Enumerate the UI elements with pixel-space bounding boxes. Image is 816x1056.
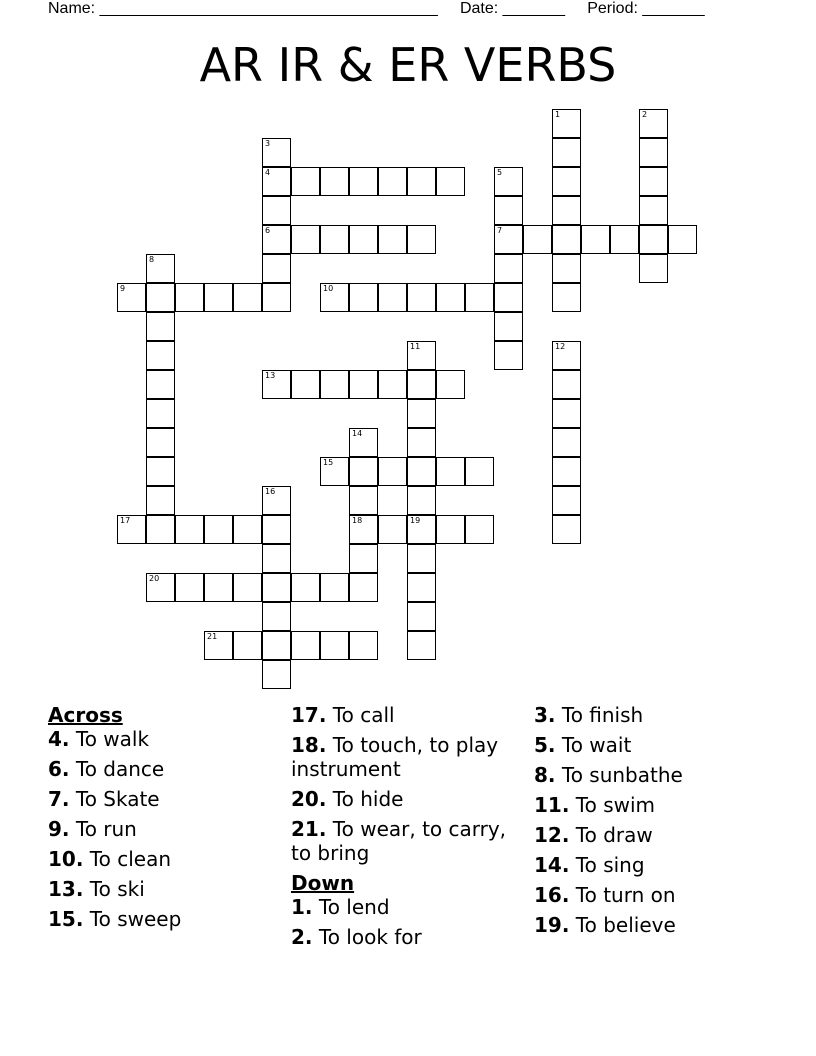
cell-number: 14 [352,429,363,438]
grid-cell[interactable] [378,370,407,399]
clue-item [48,757,288,781]
grid-cell[interactable] [262,254,291,283]
clue-number: 8. [534,763,556,787]
grid-cell[interactable] [639,254,668,283]
cell-number: 4 [265,168,271,177]
clue-text: To draw [575,823,653,847]
cell-number: 2 [642,110,648,119]
grid-cell[interactable] [552,283,581,312]
grid-cell[interactable] [378,167,407,196]
clue-text: To believe [575,913,676,937]
clue-number: 1. [291,895,313,919]
clue-number: 2. [291,925,313,949]
clue-item [291,925,531,949]
clue-item [291,817,531,865]
grid-cell[interactable] [407,515,436,544]
cell-number: 17 [120,516,131,525]
grid-cell[interactable] [552,225,581,254]
grid-cell[interactable] [465,283,494,312]
clue-number: 7. [48,787,70,811]
grid-cell[interactable] [407,428,436,457]
clue-text: To sing [575,853,645,877]
grid-cell[interactable] [407,167,436,196]
down-heading: Down [291,871,355,895]
grid-cell[interactable] [175,515,204,544]
grid-cell[interactable] [610,225,639,254]
grid-cell[interactable] [349,573,378,602]
clue-text: To lend [318,895,390,919]
grid-cell[interactable] [494,341,523,370]
cell-number: 5 [497,168,503,177]
clue-text: To sunbathe [561,763,683,787]
grid-cell[interactable] [407,399,436,428]
page-title: AR IR & ER VERBS [199,38,617,92]
clue-item [48,877,288,901]
grid-cell[interactable] [523,225,552,254]
grid-cell[interactable] [349,428,378,457]
clue-item [534,793,774,817]
grid-cell[interactable] [291,370,320,399]
clue-item [534,763,774,787]
grid-cell[interactable] [146,341,175,370]
grid-cell[interactable] [262,660,291,689]
clue-text: To call [332,703,395,727]
grid-cell[interactable] [552,109,581,138]
grid-cell[interactable] [146,573,175,602]
grid-cell[interactable] [407,457,436,486]
cell-number: 15 [323,458,334,467]
clue-text: To dance [75,757,165,781]
clue-number: 6. [48,757,70,781]
grid-cell[interactable] [262,196,291,225]
grid-cell[interactable] [552,399,581,428]
grid-cell[interactable] [407,370,436,399]
clue-item [291,787,531,811]
clue-number: 17. [291,703,327,727]
grid-cell[interactable] [494,196,523,225]
grid-cell[interactable] [349,486,378,515]
grid-cell[interactable] [494,225,523,254]
grid-cell[interactable] [552,457,581,486]
cell-number: 16 [265,487,276,496]
clue-item [534,853,774,877]
clue-text: To ski [89,877,145,901]
period-blank[interactable]: _______ [642,0,705,17]
grid-cell[interactable] [146,515,175,544]
cell-number: 1 [555,110,561,119]
clue-text: To touch, to play instrument [291,733,499,781]
grid-cell[interactable] [146,486,175,515]
grid-cell[interactable] [552,515,581,544]
grid-cell[interactable] [349,370,378,399]
cell-number: 21 [207,632,218,641]
name-blank[interactable]: ______________________________________ [99,0,438,17]
grid-cell[interactable] [639,167,668,196]
cell-number: 6 [265,226,271,235]
clue-item [48,727,288,751]
grid-cell[interactable] [407,602,436,631]
grid-cell[interactable] [117,515,146,544]
grid-cell[interactable] [291,167,320,196]
cell-number: 18 [352,516,363,525]
grid-cell[interactable] [349,457,378,486]
grid-cell[interactable] [262,515,291,544]
grid-cell[interactable] [407,486,436,515]
grid-cell[interactable] [552,254,581,283]
grid-cell[interactable] [320,457,349,486]
clue-number: 14. [534,853,570,877]
grid-cell[interactable] [204,515,233,544]
grid-cell[interactable] [465,515,494,544]
grid-cell[interactable] [378,457,407,486]
grid-cell[interactable] [349,544,378,573]
clue-number: 13. [48,877,84,901]
grid-cell[interactable] [262,370,291,399]
clue-item [48,817,288,841]
grid-cell[interactable] [494,312,523,341]
grid-cell[interactable] [262,602,291,631]
grid-cell[interactable] [204,573,233,602]
grid-cell[interactable] [320,167,349,196]
clue-number: 12. [534,823,570,847]
clues-column-2 [291,703,531,955]
clue-number: 15. [48,907,84,931]
grid-cell[interactable] [291,225,320,254]
grid-cell[interactable] [291,631,320,660]
grid-cell[interactable] [146,312,175,341]
clue-item [534,883,774,907]
cell-number: 7 [497,226,503,235]
grid-cell[interactable] [436,167,465,196]
clue-item [534,823,774,847]
grid-cell[interactable] [494,167,523,196]
clue-number: 3. [534,703,556,727]
grid-cell[interactable] [494,254,523,283]
grid-cell[interactable] [233,631,262,660]
grid-cell[interactable] [436,283,465,312]
clue-number: 10. [48,847,84,871]
grid-cell[interactable] [378,283,407,312]
grid-cell[interactable] [407,341,436,370]
clue-number: 9. [48,817,70,841]
clue-number: 4. [48,727,70,751]
grid-cell[interactable] [291,573,320,602]
grid-cell[interactable] [552,486,581,515]
grid-cell[interactable] [349,283,378,312]
name-label: Name: [48,0,96,17]
grid-cell[interactable] [639,225,668,254]
grid-cell[interactable] [262,486,291,515]
cell-number: 9 [120,284,126,293]
grid-cell[interactable] [175,573,204,602]
clue-number: 21. [291,817,327,841]
cell-number: 19 [410,516,421,525]
grid-cell[interactable] [320,283,349,312]
grid-cell[interactable] [204,631,233,660]
clue-text: To swim [575,793,656,817]
grid-cell[interactable] [494,283,523,312]
grid-cell[interactable] [262,573,291,602]
grid-cell[interactable] [552,341,581,370]
grid-cell[interactable] [349,515,378,544]
clue-item [291,895,531,919]
grid-cell[interactable] [436,457,465,486]
grid-cell[interactable] [581,225,610,254]
clue-text: To finish [561,703,644,727]
grid-cell[interactable] [668,225,697,254]
clue-text: To turn on [575,883,676,907]
grid-cell[interactable] [262,544,291,573]
grid-cell[interactable] [117,283,146,312]
grid-cell[interactable] [320,573,349,602]
clue-text: To run [75,817,137,841]
clue-text: To clean [89,847,171,871]
grid-cell[interactable] [407,631,436,660]
date-label: Date: [459,0,499,17]
grid-cell[interactable] [407,225,436,254]
grid-cell[interactable] [407,573,436,602]
clue-number: 19. [534,913,570,937]
grid-cell[interactable] [552,428,581,457]
clue-text: To sweep [89,907,182,931]
grid-cell[interactable] [320,370,349,399]
grid-cell[interactable] [262,167,291,196]
clue-number: 20. [291,787,327,811]
across-heading: Across [48,703,123,727]
clue-number: 18. [291,733,327,757]
clue-item [48,847,288,871]
clue-item [534,913,774,937]
clue-text: To look for [318,925,422,949]
clue-item [291,733,531,781]
grid-cell[interactable] [146,283,175,312]
grid-cell[interactable] [552,370,581,399]
clue-text: To walk [75,727,150,751]
grid-cell[interactable] [233,573,262,602]
grid-cell[interactable] [262,138,291,167]
grid-cell[interactable] [552,138,581,167]
grid-cell[interactable] [262,631,291,660]
cell-number: 10 [323,284,334,293]
grid-cell[interactable] [407,283,436,312]
cell-number: 13 [265,371,276,380]
grid-cell[interactable] [436,515,465,544]
grid-cell[interactable] [465,457,494,486]
cell-number: 20 [149,574,160,583]
clue-item [534,703,774,727]
grid-cell[interactable] [436,370,465,399]
grid-cell[interactable] [639,196,668,225]
period-label: Period: [587,0,638,17]
grid-cell[interactable] [262,283,291,312]
clue-text: To wear, to carry, to bring [291,817,507,865]
clues-column-3 [534,703,774,943]
grid-cell[interactable] [146,370,175,399]
cell-number: 8 [149,255,155,264]
clue-number: 5. [534,733,556,757]
clue-text: To hide [332,787,404,811]
clue-item [48,787,288,811]
clue-item [534,733,774,757]
date-blank[interactable]: _______ [502,0,565,17]
grid-cell[interactable] [552,196,581,225]
clue-text: To Skate [75,787,160,811]
grid-cell[interactable] [233,515,262,544]
clue-item [291,703,531,727]
grid-cell[interactable] [262,225,291,254]
cell-number: 12 [555,342,566,351]
grid-cell[interactable] [378,225,407,254]
clues-column-1 [48,703,288,937]
grid-cell[interactable] [146,428,175,457]
grid-cell[interactable] [320,631,349,660]
cell-number: 3 [265,139,271,148]
grid-cell[interactable] [146,457,175,486]
grid-cell[interactable] [407,544,436,573]
clue-number: 11. [534,793,570,817]
grid-cell[interactable] [204,283,233,312]
clue-number: 16. [534,883,570,907]
grid-cell[interactable] [233,283,262,312]
grid-cell[interactable] [146,399,175,428]
clue-item [48,907,288,931]
grid-cell[interactable] [146,254,175,283]
grid-cell[interactable] [349,225,378,254]
grid-cell[interactable] [320,225,349,254]
cell-number: 11 [410,342,421,351]
grid-cell[interactable] [552,167,581,196]
grid-cell[interactable] [639,109,668,138]
grid-cell[interactable] [349,631,378,660]
grid-cell[interactable] [378,515,407,544]
grid-cell[interactable] [175,283,204,312]
grid-cell[interactable] [349,167,378,196]
grid-cell[interactable] [639,138,668,167]
clue-text: To wait [561,733,632,757]
